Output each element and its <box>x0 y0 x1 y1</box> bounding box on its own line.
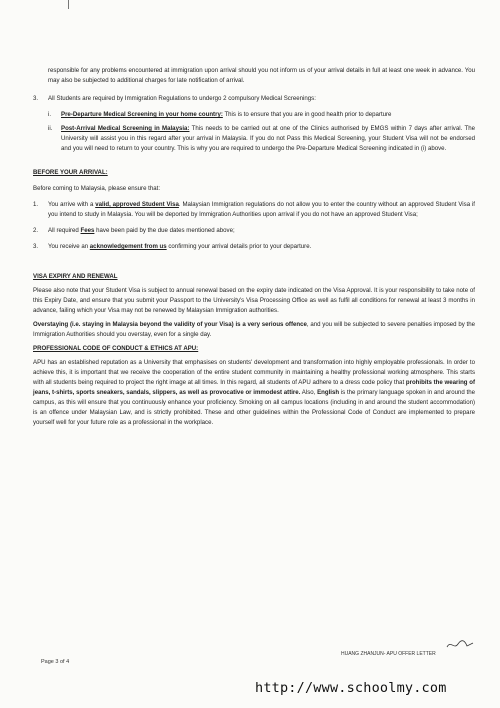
signature-mark <box>445 638 475 652</box>
item-text-end: . Malaysian Immigration regulations do not allow you to enter the country without an approved Student Visa if you intend to study in Malaysia. You will be deported by Immigration Authorities upon arrival if you do not have an approved Student Visa; <box>48 201 475 218</box>
item-number: 1. <box>33 201 39 208</box>
sub-item-number: ii. <box>48 125 53 132</box>
conduct-text: is the primary language spoken in and around the campus, as this will ensure that you continuously enhance your proficiency. Smoking on all campus locations (including in and around the student accommodation) is an offence under Malaysian Law, and is strictly prohibited. These and other guidelines within the Professional Code of Conduct are implemented to prepare yourself well for your future role as a professional in the workplace. <box>33 389 475 426</box>
conduct-paragraph <box>33 358 475 428</box>
item-emphasis: Fees <box>80 227 95 234</box>
visa-expiry-paragraph: Please also note that your Student Visa is subject to annual renewal based on the expiry date indicated on the Visa Approval. It is your responsibility to take note of this Expiry Date, and ensure that you submit your Passport to the University's Visa Processing Office as well as fulfil all conditions for renewal at least 3 months in advance, failing which your Visa may not be renewed by Malaysian Immigration authorities. <box>33 287 475 314</box>
sub-item <box>48 110 475 120</box>
overstaying-paragraph <box>33 320 475 340</box>
sub-item-text: This needs to be carried out at one of the Clinics authorised by EMGS within 7 days after arrival. The University will assist you in this regard after your arrival in Malaysia. If you do not Pass this Medical Screening, your Student Visa will not be endorsed and you will need to return to your country. This is why you are required to undergo the Pre-Departure Medical Screening indicated in (i) above. <box>61 125 475 152</box>
conduct-text: Also, <box>300 389 318 396</box>
before-arrival-lead: Before coming to Malaysia, please ensure that: <box>33 185 161 192</box>
sub-item-title: Pre-Departure Medical Screening in your home country: <box>61 111 223 118</box>
letter-body <box>33 66 475 428</box>
sub-item-title: Post-Arrival Medical Screening in Malaysia: <box>61 125 190 132</box>
item-number: 3. <box>33 243 39 250</box>
item-text-end: confirming your arrival details prior to your departure. <box>166 243 312 250</box>
item-text-start: You arrive with a <box>48 201 96 208</box>
before-arrival-list <box>33 200 475 252</box>
item-text: All Students are required by Immigration Regulations to undergo 2 compulsory Medical Screenings: <box>48 95 316 102</box>
item-number: 2. <box>33 227 39 234</box>
overstaying-text: , and you will be subjected to severe penalties imposed by the Immigration Authorities should you overstay, even for a single day. <box>33 321 475 338</box>
before-arrival-heading: BEFORE YOUR ARRIVAL: <box>33 169 108 176</box>
item-text-start: You receive an <box>48 243 90 250</box>
item-number: 3. <box>33 95 39 102</box>
item-emphasis: acknowledgement from us <box>89 243 167 250</box>
screening-sublist <box>48 110 475 154</box>
intro-paragraph: responsible for any problems encountered at immigration upon arrival should you not inform us of your arrival details in full at least one week in advance. You may also be subjected to additional charges for late notification of arrival. <box>48 67 475 84</box>
overstaying-warning: Overstaying (i.e. staying in Malaysia beyond the validity of your Visa) is a very serious offence <box>33 321 307 328</box>
primary-language: English <box>317 389 340 396</box>
watermark-url: http://www.schoolmy.com <box>255 680 447 696</box>
conduct-text: APU has an established reputation as a University that emphasises on students' development and transformation into highly employable professionals. In order to achieve this, it is important that we receive the cooperation of the entire student community in maintaining a healthy professional working atmosphere. This starts with all students being required to project the right image at all times. In this regard, all students of APU adhere to a dress code policy that <box>33 359 475 386</box>
sub-item <box>48 124 475 154</box>
item-emphasis: valid, approved Student Visa <box>95 201 179 208</box>
list-item <box>33 242 475 252</box>
sub-item-text: This is to ensure that you are in good health prior to departure <box>222 111 392 118</box>
visa-expiry-heading: VISA EXPIRY AND RENEWAL <box>33 273 118 280</box>
item-text-start: All required <box>48 227 81 234</box>
letter-reference: HUANG ZHANJUN- APU OFFER LETTER <box>341 651 436 657</box>
medical-screening-list <box>33 94 475 154</box>
list-item <box>33 226 475 236</box>
scan-tick-mark <box>68 0 69 9</box>
item-text-end: have been paid by the due dates mentioned above; <box>94 227 235 234</box>
dress-code-prohibition: prohibits the wearing of jeans, t-shirts, sports sneakers, sandals, slippers, as well as provocative or immodest attire. <box>33 379 475 396</box>
list-item <box>33 94 475 154</box>
conduct-heading: PROFESSIONAL CODE OF CONDUCT & ETHICS AT APU: <box>33 345 199 352</box>
sub-item-number: i. <box>48 111 52 118</box>
page-number: Page 3 of 4 <box>41 659 70 665</box>
list-item <box>33 200 475 220</box>
